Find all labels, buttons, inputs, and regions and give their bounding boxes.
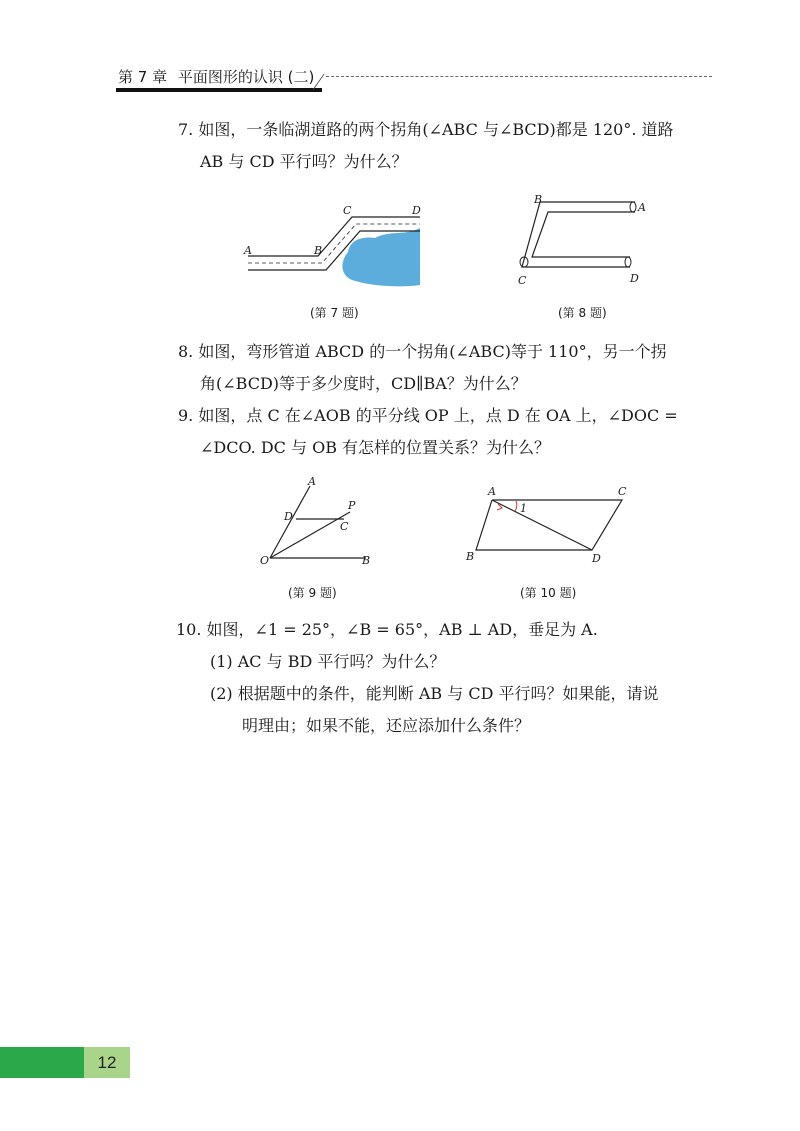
figure-10-parallelogram bbox=[462, 482, 638, 568]
question-8-line-2: 角(∠BCD)等于多少度时，CD∥BA？为什么？ bbox=[200, 374, 527, 393]
diagonal-ad bbox=[492, 500, 592, 550]
question-9-line-1: 9. 如图，点 C 在∠AOB 的平分线 OP 上，点 D 在 OA 上，∠DOC = bbox=[178, 406, 678, 425]
fig8-label-d: D bbox=[630, 272, 639, 285]
fig9-label-o: O bbox=[260, 554, 270, 567]
fig9-label-c: C bbox=[340, 520, 349, 533]
figure-8-caption: (第 8 题) bbox=[558, 306, 607, 320]
pipe-end-a bbox=[630, 202, 636, 212]
fig7-label-b: B bbox=[314, 244, 323, 257]
pipe-inner bbox=[532, 212, 635, 257]
fig9-label-a: A bbox=[308, 476, 316, 488]
question-10-line-1: 10. 如图，∠1 = 25°，∠B = 65°，AB ⊥ AD，垂足为 A. bbox=[176, 620, 598, 639]
header-dashed-rule bbox=[326, 76, 712, 77]
fig8-label-c: C bbox=[518, 274, 527, 287]
question-9-line-2: ∠DCO. DC 与 OB 有怎样的位置关系？为什么？ bbox=[200, 438, 551, 457]
lake-shape bbox=[342, 228, 420, 286]
figure-7-lake-road bbox=[240, 200, 430, 290]
question-10-sub-2-line-2: 明理由；如果不能，还应添加什么条件？ bbox=[242, 716, 531, 735]
fig7-label-d: D bbox=[412, 204, 421, 217]
question-10-sub-2-line-1: (2) 根据题中的条件，能判断 AB 与 CD 平行吗？如果能，请说 bbox=[210, 684, 659, 703]
angle-1-mark bbox=[515, 501, 517, 511]
header-underline bbox=[116, 88, 322, 92]
question-10-sub-1: (1) AC 与 BD 平行吗？为什么？ bbox=[210, 652, 446, 671]
fig10-label-1: 1 bbox=[520, 502, 527, 515]
figure-9-caption: (第 9 题) bbox=[288, 586, 337, 600]
chapter-title: 平面图形的认识 (二) bbox=[177, 68, 315, 86]
fig10-label-b: B bbox=[466, 550, 475, 563]
question-7-line-2: AB 与 CD 平行吗？为什么？ bbox=[200, 152, 408, 171]
figure-8-pipe bbox=[510, 192, 650, 292]
fig10-label-a: A bbox=[488, 485, 496, 498]
question-7-line-1: 7. 如图，一条临湖道路的两个拐角(∠ABC 与∠BCD)都是 120°. 道路 bbox=[178, 120, 674, 139]
chapter-number: 第 7 章 bbox=[118, 68, 168, 86]
fig9-label-d: D bbox=[284, 510, 293, 523]
figure-9-angle-bisector bbox=[258, 476, 378, 572]
fig10-label-d: D bbox=[592, 552, 601, 565]
fig7-label-a: A bbox=[244, 244, 252, 257]
fig10-label-c: C bbox=[618, 485, 627, 498]
fig9-label-b: B bbox=[362, 554, 371, 567]
chapter-header bbox=[118, 66, 320, 87]
question-8-line-1: 8. 如图，弯形管道 ABCD 的一个拐角(∠ABC)等于 110°，另一个拐 bbox=[178, 342, 667, 361]
fig8-label-b: B bbox=[534, 193, 543, 206]
fig7-label-c: C bbox=[343, 204, 352, 217]
pipe-end-d bbox=[625, 257, 631, 267]
quad-outline bbox=[476, 500, 622, 550]
figure-10-caption: (第 10 题) bbox=[520, 586, 577, 600]
page-number: 12 bbox=[84, 1047, 130, 1078]
fig8-label-a: A bbox=[638, 201, 646, 214]
fig9-label-p: P bbox=[348, 499, 356, 512]
figure-7-caption: (第 7 题) bbox=[310, 306, 359, 320]
footer-green-bar bbox=[0, 1047, 84, 1078]
